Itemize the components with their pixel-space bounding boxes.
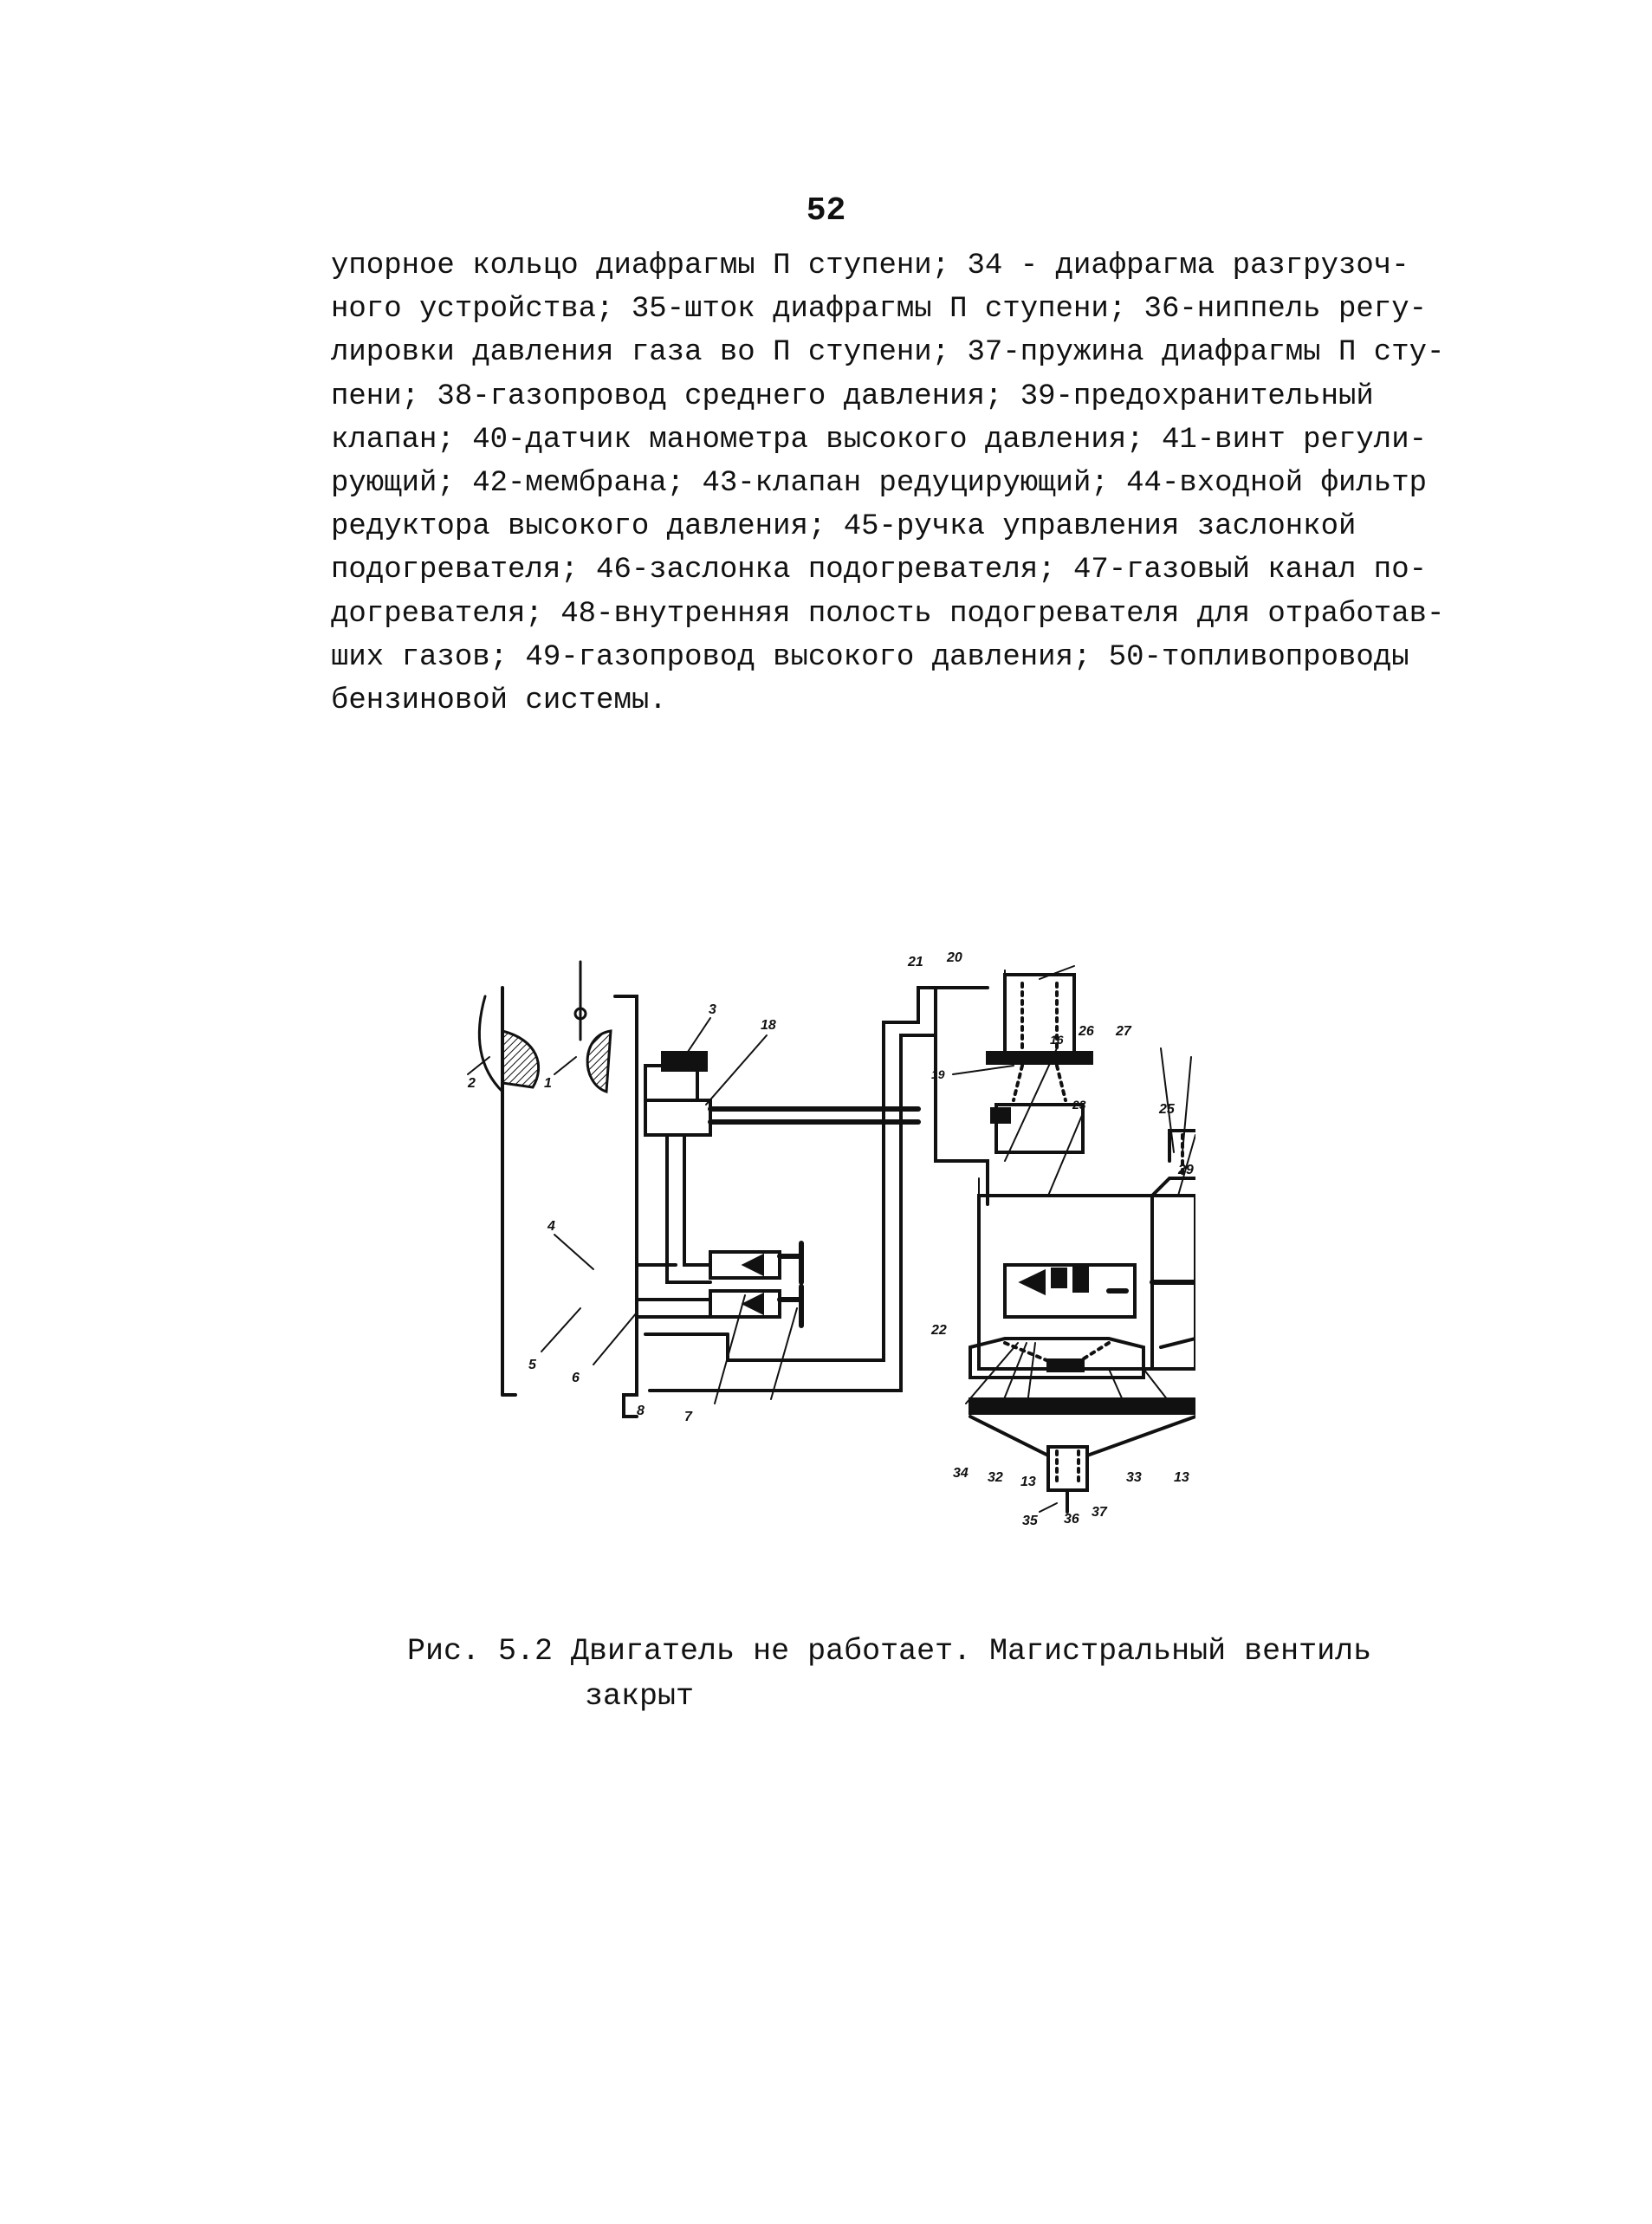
text-line: бензиновой системы. [331,684,667,718]
text-line: подогревателя; 46-заслонка подогревателя; 47-газовый канал по- [331,554,1428,587]
callout-8: 8 [637,1404,645,1418]
callout-18: 16 [1050,1033,1064,1047]
callout-4: 4 [547,1219,555,1234]
text-line: клапан; 40-датчик манометра высокого давления; 41-винт регули- [331,423,1428,457]
caption-line-1: Рис. 5.2 Двигатель не работает. Магистральный вентиль [407,1634,1372,1669]
callout-37: 37 [1092,1505,1107,1520]
callout-29: 29 [1178,1163,1194,1177]
text-line: догревателя; 48-внутренняя полость подогревателя для отработав- [331,597,1445,631]
text-line: ного устройства; 35-шток диафрагмы П ступени; 36-ниппель регу- [331,293,1428,327]
text-line: рующий; 42-мембрана; 43-клапан редуцирующий; 44-входной фильтр [331,467,1428,501]
callout-35: 35 [1022,1514,1038,1525]
text-line: редуктора высокого давления; 45-ручка управления заслонкой [331,510,1357,544]
callout-16: 18 [761,1018,776,1033]
caption-line-2: закрыт [585,1679,695,1714]
callout-26: 26 [1079,1024,1094,1039]
body-text [331,244,1457,723]
schematic-figure [450,936,1195,1525]
callout-7: 7 [684,1410,692,1424]
figure-caption [407,1629,1371,1719]
text-line: лировки давления газа во П ступени; 37-пружина диафрагмы П сту- [331,336,1445,370]
callout-6: 6 [572,1371,580,1385]
callout-32: 32 [988,1470,1003,1485]
text-line: пени; 38-газопровод среднего давления; 39-предохранительный [331,379,1374,413]
page-number: 52 [806,192,846,230]
callout-33: 33 [1126,1470,1142,1485]
callout-15: 13 [1020,1475,1036,1489]
callout-36: 36 [1064,1512,1079,1525]
callout-20: 20 [947,950,962,965]
text-line: упорное кольцо диафрагмы П ступени; 34 - диафрагма разгрузоч- [331,250,1409,282]
callout-34: 34 [953,1466,969,1481]
callout-19: 19 [931,1067,945,1081]
callout-27: 27 [1116,1024,1131,1039]
callout-21: 21 [908,955,923,969]
callout-25: 25 [1159,1102,1175,1117]
callout-5: 5 [528,1358,536,1372]
text-line: ших газов; 49-газопровод высокого давления; 50-топливопроводы [331,640,1409,674]
callout-23: 23 [1072,1098,1086,1112]
callout-22: 22 [931,1323,947,1338]
callout-1: 1 [544,1076,552,1091]
callout-13: 13 [1174,1470,1189,1485]
callout-3: 3 [709,1002,716,1017]
callout-2: 2 [468,1076,476,1091]
